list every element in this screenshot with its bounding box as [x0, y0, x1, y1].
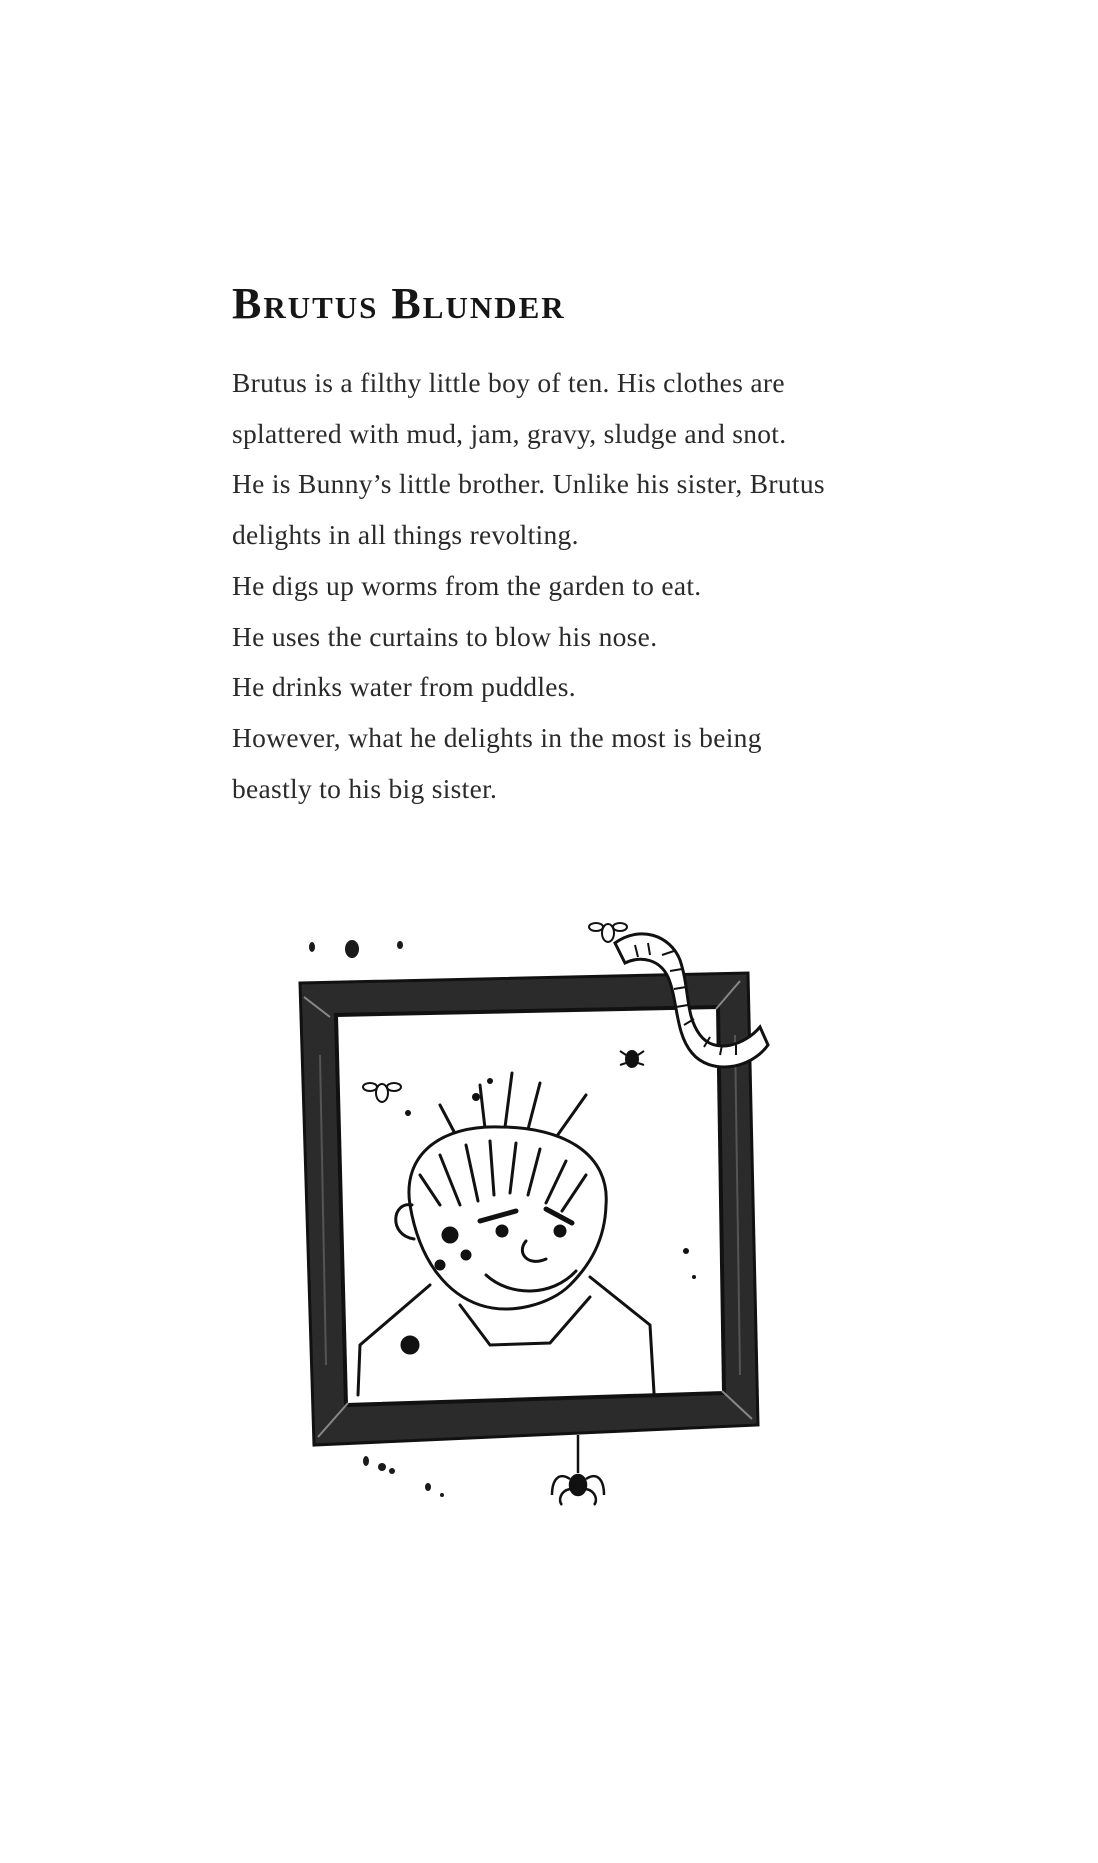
paragraph-line: He uses the curtains to blow his nose.: [232, 620, 658, 652]
spider-icon: [552, 1435, 604, 1505]
paragraph-line: Brutus is a filthy little boy of ten. His clothes are: [232, 367, 785, 398]
portrait-illustration: [290, 905, 810, 1545]
paragraph-line: He digs up worms from the garden to eat.: [232, 569, 702, 601]
paragraph-line: He drinks water from puddles.: [232, 671, 576, 703]
paragraph-line: splattered with mud, jam, gravy, sludge and snot.: [232, 417, 787, 449]
character-heading: Brutus Blunder: [232, 279, 566, 328]
character-description: [232, 358, 1032, 814]
paragraph-line: delights in all things revolting.: [232, 519, 579, 551]
ink-splatter: [309, 940, 403, 958]
paragraph-line: However, what he delights in the most is being: [232, 721, 762, 753]
paragraph-line: beastly to his big sister.: [232, 772, 498, 804]
paragraph-line: He is Bunny’s little brother. Unlike his sister, Brutus: [232, 468, 825, 500]
ink-splatter: [363, 1456, 444, 1497]
